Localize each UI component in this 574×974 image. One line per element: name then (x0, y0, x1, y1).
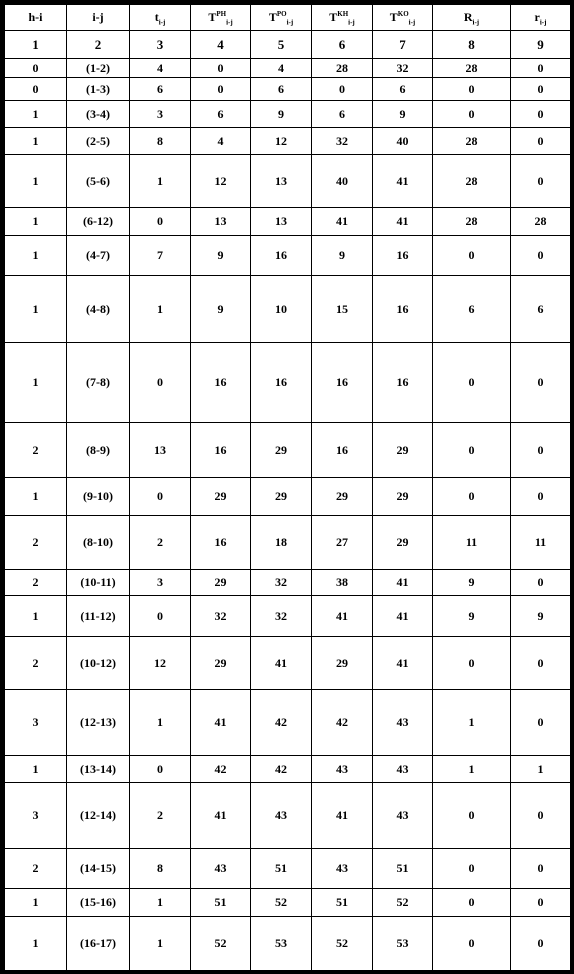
table-cell: 1 (433, 756, 511, 783)
table-cell: 6 (130, 78, 191, 101)
table-cell: 6 (511, 276, 571, 343)
table-cell: (12-13) (67, 690, 130, 756)
table-cell: 0 (433, 889, 511, 917)
table-cell: 1 (5, 596, 67, 637)
table-cell: (10-11) (67, 570, 130, 596)
column-header-symbol: r (534, 10, 540, 24)
table-row (5, 596, 571, 637)
column-index-cell: 9 (511, 31, 571, 59)
table-cell: 1 (130, 889, 191, 917)
table-cell: 16 (191, 423, 251, 478)
table-cell: 13 (130, 423, 191, 478)
table-cell: 9 (312, 236, 373, 276)
table-cell: (5-6) (67, 155, 130, 208)
column-header (433, 5, 511, 31)
table-cell: (13-14) (67, 756, 130, 783)
table-cell: 43 (251, 783, 312, 849)
table-cell: 4 (191, 128, 251, 155)
column-header (191, 5, 251, 31)
table-row (5, 236, 571, 276)
column-header-superscript: KO (397, 10, 409, 18)
table-cell: 0 (433, 236, 511, 276)
table-row (5, 128, 571, 155)
column-index-cell: 1 (5, 31, 67, 59)
table-cell: 0 (511, 236, 571, 276)
table-cell: 29 (373, 516, 433, 570)
table-cell: 0 (433, 101, 511, 128)
table-cell: 10 (251, 276, 312, 343)
table-cell: 2 (5, 849, 67, 889)
table-cell: 0 (511, 101, 571, 128)
column-header (373, 5, 433, 31)
table-cell: 29 (251, 423, 312, 478)
table-cell: 16 (312, 423, 373, 478)
table-cell: 0 (511, 690, 571, 756)
table-cell: 1 (5, 128, 67, 155)
table-cell: 0 (511, 128, 571, 155)
table-cell: 13 (251, 155, 312, 208)
table-cell: 6 (251, 78, 312, 101)
table-row (5, 276, 571, 343)
table-cell: 42 (191, 756, 251, 783)
table-cell: 28 (433, 155, 511, 208)
table-cell: 32 (373, 59, 433, 78)
table-cell: 2 (5, 570, 67, 596)
table-cell: (1-2) (67, 59, 130, 78)
table-cell: 6 (191, 101, 251, 128)
table-cell: 4 (130, 59, 191, 78)
column-header-superscript: PH (216, 10, 227, 18)
table-cell: 0 (433, 783, 511, 849)
table-row (5, 478, 571, 516)
table-cell: 9 (433, 570, 511, 596)
table-cell: 29 (312, 478, 373, 516)
column-header-symbol: R (463, 10, 473, 24)
table-cell: 0 (433, 849, 511, 889)
table-cell: 12 (191, 155, 251, 208)
table-cell: 43 (373, 756, 433, 783)
table-cell: 7 (130, 236, 191, 276)
column-index-cell: 5 (251, 31, 312, 59)
table-cell: 51 (312, 889, 373, 917)
table-row (5, 783, 571, 849)
table-cell: (1-3) (67, 78, 130, 101)
table-cell: 16 (251, 236, 312, 276)
table-cell: 51 (251, 849, 312, 889)
table-cell: (12-14) (67, 783, 130, 849)
table-cell: 16 (373, 276, 433, 343)
table-cell: 41 (312, 596, 373, 637)
table-cell: 32 (191, 596, 251, 637)
column-header-subscript: i-j (539, 18, 547, 27)
table-cell: 13 (251, 208, 312, 236)
table-row (5, 637, 571, 690)
table-cell: 29 (373, 423, 433, 478)
table-cell: 0 (130, 343, 191, 423)
table-cell: 41 (312, 208, 373, 236)
column-header-symbol: i-j (92, 10, 104, 24)
table-cell: 3 (130, 101, 191, 128)
table-cell: 0 (433, 917, 511, 971)
table-cell: 2 (5, 423, 67, 478)
table-cell: 18 (251, 516, 312, 570)
table-cell: 41 (251, 637, 312, 690)
table-cell: 3 (130, 570, 191, 596)
table-cell: 53 (251, 917, 312, 971)
table-cell: (3-4) (67, 101, 130, 128)
table-cell: (16-17) (67, 917, 130, 971)
table-cell: 43 (312, 849, 373, 889)
table-cell: 11 (433, 516, 511, 570)
table-cell: 51 (191, 889, 251, 917)
table-row (5, 516, 571, 570)
column-header-superscript: PO (276, 10, 287, 18)
table-cell: 52 (373, 889, 433, 917)
table-cell: 41 (373, 570, 433, 596)
table-cell: 9 (191, 276, 251, 343)
table-cell: 1 (5, 101, 67, 128)
table-cell: 1 (130, 155, 191, 208)
table-cell: 0 (5, 59, 67, 78)
column-header-symbol: T (208, 10, 217, 24)
column-index-row (5, 31, 571, 59)
table-row (5, 889, 571, 917)
table-cell: 38 (312, 570, 373, 596)
table-cell: (9-10) (67, 478, 130, 516)
table-row (5, 690, 571, 756)
column-header-symbol: T (268, 10, 277, 24)
table-cell: 29 (191, 570, 251, 596)
table-cell: 0 (130, 596, 191, 637)
table-cell: 16 (312, 343, 373, 423)
column-header-symbol: T (389, 10, 398, 24)
table-cell: (10-12) (67, 637, 130, 690)
table-cell: 0 (511, 849, 571, 889)
table-cell: 4 (251, 59, 312, 78)
table-cell: 1 (5, 478, 67, 516)
table-cell: 41 (373, 596, 433, 637)
table-cell: 1 (511, 756, 571, 783)
table-cell: (15-16) (67, 889, 130, 917)
column-header-symbol: T (329, 10, 338, 24)
table-cell: 2 (130, 516, 191, 570)
table-cell: 28 (433, 59, 511, 78)
table-cell: 0 (511, 343, 571, 423)
table-row (5, 570, 571, 596)
table-row (5, 208, 571, 236)
table-cell: 0 (433, 343, 511, 423)
column-header-superscript: KH (337, 10, 349, 18)
column-header (5, 5, 67, 31)
table-cell: 40 (312, 155, 373, 208)
column-header-subscript: i-j (286, 18, 294, 27)
table-cell: (8-9) (67, 423, 130, 478)
table-cell: 16 (373, 236, 433, 276)
column-header-subscript: i-j (348, 18, 355, 27)
table-cell: 2 (130, 783, 191, 849)
column-header (511, 5, 571, 31)
table-cell: 9 (191, 236, 251, 276)
table-cell: 0 (511, 570, 571, 596)
table-cell: 15 (312, 276, 373, 343)
table-cell: 1 (130, 690, 191, 756)
table-cell: 40 (373, 128, 433, 155)
table-cell: 29 (312, 637, 373, 690)
table-cell: 16 (191, 343, 251, 423)
column-header-symbol: t (154, 10, 159, 24)
table-cell: 29 (373, 478, 433, 516)
table-cell: 0 (5, 78, 67, 101)
table-cell: 1 (433, 690, 511, 756)
column-header-subscript: i-j (226, 18, 233, 27)
table-cell: 53 (373, 917, 433, 971)
column-index-cell: 7 (373, 31, 433, 59)
table-cell: 1 (5, 343, 67, 423)
table-cell: 32 (251, 596, 312, 637)
table-cell: 16 (373, 343, 433, 423)
table-cell: 43 (373, 783, 433, 849)
table-cell: 52 (312, 917, 373, 971)
table-cell: 0 (511, 478, 571, 516)
table-cell: 0 (511, 889, 571, 917)
column-index-cell: 3 (130, 31, 191, 59)
table-cell: 9 (251, 101, 312, 128)
table-row (5, 343, 571, 423)
table-cell: 29 (251, 478, 312, 516)
table-cell: 52 (191, 917, 251, 971)
table-cell: 11 (511, 516, 571, 570)
table-cell: 0 (433, 78, 511, 101)
table-cell: 0 (433, 637, 511, 690)
table-cell: 1 (5, 889, 67, 917)
table-cell: 8 (130, 128, 191, 155)
table-cell: 0 (433, 423, 511, 478)
table-row (5, 423, 571, 478)
table-cell: 0 (433, 478, 511, 516)
table-cell: 41 (312, 783, 373, 849)
table-cell: 32 (312, 128, 373, 155)
table-cell: 1 (5, 155, 67, 208)
table-cell: (4-8) (67, 276, 130, 343)
table-cell: 28 (433, 208, 511, 236)
column-header (251, 5, 312, 31)
table-cell: 43 (191, 849, 251, 889)
table-cell: 0 (191, 59, 251, 78)
column-index-cell: 8 (433, 31, 511, 59)
table-cell: 41 (373, 155, 433, 208)
table-cell: (2-5) (67, 128, 130, 155)
header-row (5, 5, 571, 31)
table-cell: 41 (373, 208, 433, 236)
table-cell: 43 (373, 690, 433, 756)
table-cell: 1 (5, 917, 67, 971)
table-cell: 0 (130, 756, 191, 783)
table-row (5, 756, 571, 783)
table-cell: 52 (251, 889, 312, 917)
table-cell: 27 (312, 516, 373, 570)
table-cell: (7-8) (67, 343, 130, 423)
table-cell: 0 (511, 783, 571, 849)
table-row (5, 917, 571, 971)
table-cell: 1 (5, 236, 67, 276)
column-index-cell: 2 (67, 31, 130, 59)
column-index-cell: 6 (312, 31, 373, 59)
table-cell: 12 (130, 637, 191, 690)
table-cell: 8 (130, 849, 191, 889)
network-schedule-table (4, 4, 571, 971)
table-cell: 0 (511, 423, 571, 478)
table-cell: 3 (5, 690, 67, 756)
table-cell: 1 (5, 208, 67, 236)
table-cell: 28 (433, 128, 511, 155)
table-cell: 1 (130, 917, 191, 971)
column-header (130, 5, 191, 31)
table-cell: 42 (312, 690, 373, 756)
column-header-symbol: h-i (28, 10, 43, 24)
column-index-cell: 4 (191, 31, 251, 59)
table-cell: 6 (373, 78, 433, 101)
table-cell: 9 (511, 596, 571, 637)
table-row (5, 155, 571, 208)
table-cell: 29 (191, 478, 251, 516)
table-cell: 3 (5, 783, 67, 849)
table-cell: 6 (433, 276, 511, 343)
table-row (5, 101, 571, 128)
table-cell: 9 (433, 596, 511, 637)
table-cell: 9 (373, 101, 433, 128)
table-cell: 0 (312, 78, 373, 101)
table-cell: 0 (130, 208, 191, 236)
table-cell: 32 (251, 570, 312, 596)
table-cell: 0 (130, 478, 191, 516)
table-cell: 0 (511, 78, 571, 101)
table-cell: (14-15) (67, 849, 130, 889)
column-header (312, 5, 373, 31)
table-cell: (8-10) (67, 516, 130, 570)
table-cell: 0 (511, 155, 571, 208)
table-cell: 0 (511, 59, 571, 78)
table-cell: 1 (130, 276, 191, 343)
table-cell: 12 (251, 128, 312, 155)
table-row (5, 59, 571, 78)
table-cell: 0 (511, 637, 571, 690)
table-cell: 42 (251, 690, 312, 756)
table-cell: 43 (312, 756, 373, 783)
table-row (5, 78, 571, 101)
table-cell: 41 (191, 783, 251, 849)
table-row (5, 849, 571, 889)
table-cell: (6-12) (67, 208, 130, 236)
table-cell: 16 (251, 343, 312, 423)
table-cell: 41 (191, 690, 251, 756)
table-cell: 2 (5, 637, 67, 690)
table-cell: (11-12) (67, 596, 130, 637)
table-cell: 0 (511, 917, 571, 971)
column-header-subscript: i-j (472, 18, 480, 27)
table-cell: 13 (191, 208, 251, 236)
table-cell: 1 (5, 756, 67, 783)
table-cell: 41 (373, 637, 433, 690)
table-cell: 2 (5, 516, 67, 570)
table-cell: 42 (251, 756, 312, 783)
table-cell: 28 (511, 208, 571, 236)
table-body (5, 31, 571, 971)
table-cell: 6 (312, 101, 373, 128)
table-cell: 29 (191, 637, 251, 690)
column-header (67, 5, 130, 31)
column-header-subscript: i-j (158, 18, 166, 27)
column-header-subscript: i-j (408, 18, 416, 27)
table-cell: 28 (312, 59, 373, 78)
table-cell: (4-7) (67, 236, 130, 276)
table-cell: 16 (191, 516, 251, 570)
table-cell: 0 (191, 78, 251, 101)
table-cell: 1 (5, 276, 67, 343)
table-cell: 51 (373, 849, 433, 889)
